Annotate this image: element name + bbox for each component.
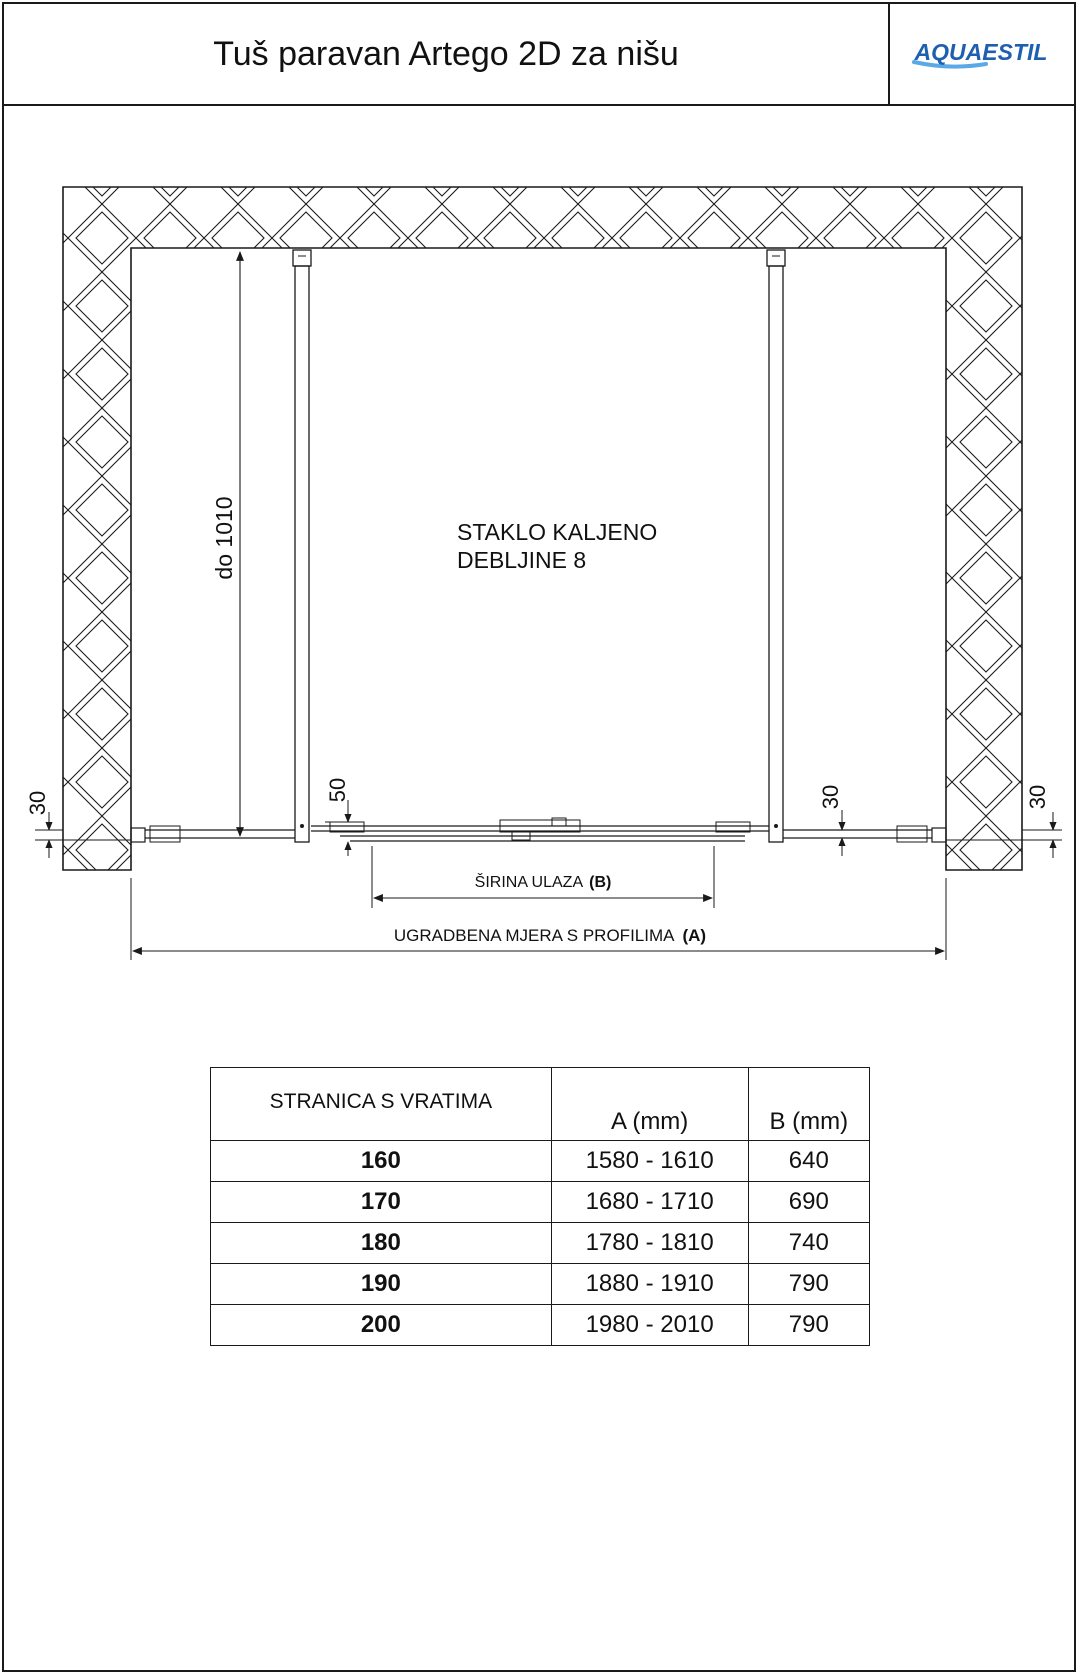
- cell-a: 1780 - 1810: [551, 1223, 748, 1264]
- sliding-doors: [300, 818, 778, 841]
- dim-30-inner-right: [783, 810, 850, 856]
- dim-50-label: 50: [325, 777, 350, 803]
- size-table-header-row: [211, 1068, 870, 1141]
- table-row: [211, 1182, 870, 1223]
- table-row: [211, 1223, 870, 1264]
- table-row: [211, 1305, 870, 1346]
- header-b-mm: B (mm): [748, 1068, 869, 1141]
- wall-profile-left: [131, 828, 145, 842]
- dim-30-right-label: 30: [1025, 784, 1050, 810]
- cell-b: 740: [748, 1223, 869, 1264]
- install-width-label-group: [394, 926, 706, 945]
- dim-30-right: [1022, 812, 1062, 858]
- entry-width-label-group: [475, 872, 612, 891]
- cell-size: 170: [211, 1182, 552, 1223]
- size-table: [210, 1067, 870, 1346]
- cell-size: 180: [211, 1223, 552, 1264]
- cell-a: 1880 - 1910: [551, 1264, 748, 1305]
- cell-a: 1680 - 1710: [551, 1182, 748, 1223]
- entry-width-label: ŠIRINA ULAZA: [474, 874, 584, 891]
- fixed-glass-left: [145, 826, 295, 842]
- cell-size: 200: [211, 1305, 552, 1346]
- cell-b: 640: [748, 1141, 869, 1182]
- height-dimension-label: do 1010: [211, 496, 237, 580]
- glass-note-line2: DEBLJINE 8: [457, 547, 587, 573]
- dim-30-left: [35, 812, 63, 858]
- logo-text: AQUAESTIL: [914, 39, 1048, 65]
- wall-profile-right: [932, 828, 946, 842]
- header-a-mm: A (mm): [551, 1068, 748, 1141]
- table-row: [211, 1141, 870, 1182]
- cell-b: 790: [748, 1305, 869, 1346]
- dim-30-inner-right-label: 30: [818, 784, 843, 810]
- stabilizer-bar-left: [293, 250, 311, 842]
- install-width-label: UGRADBENA MJERA S PROFILIMA: [393, 926, 675, 945]
- glass-note-line1: STAKLO KALJENO: [457, 519, 658, 545]
- cell-a: 1980 - 2010: [551, 1305, 748, 1346]
- cell-b: 790: [748, 1264, 869, 1305]
- stabilizer-bar-right: [767, 250, 785, 842]
- entry-width-tag: (B): [589, 874, 612, 891]
- cell-size: 160: [211, 1141, 552, 1182]
- cell-size: 190: [211, 1264, 552, 1305]
- header-side-with-doors: STRANICA S VRATIMA: [211, 1068, 552, 1141]
- dim-30-left-label: 30: [25, 790, 50, 816]
- install-width-tag: (A): [682, 926, 707, 945]
- cell-a: 1580 - 1610: [551, 1141, 748, 1182]
- page-title: Tuš paravan Artego 2D za nišu: [213, 34, 679, 73]
- fixed-glass-right: [783, 826, 932, 842]
- table-row: [211, 1264, 870, 1305]
- cell-b: 690: [748, 1182, 869, 1223]
